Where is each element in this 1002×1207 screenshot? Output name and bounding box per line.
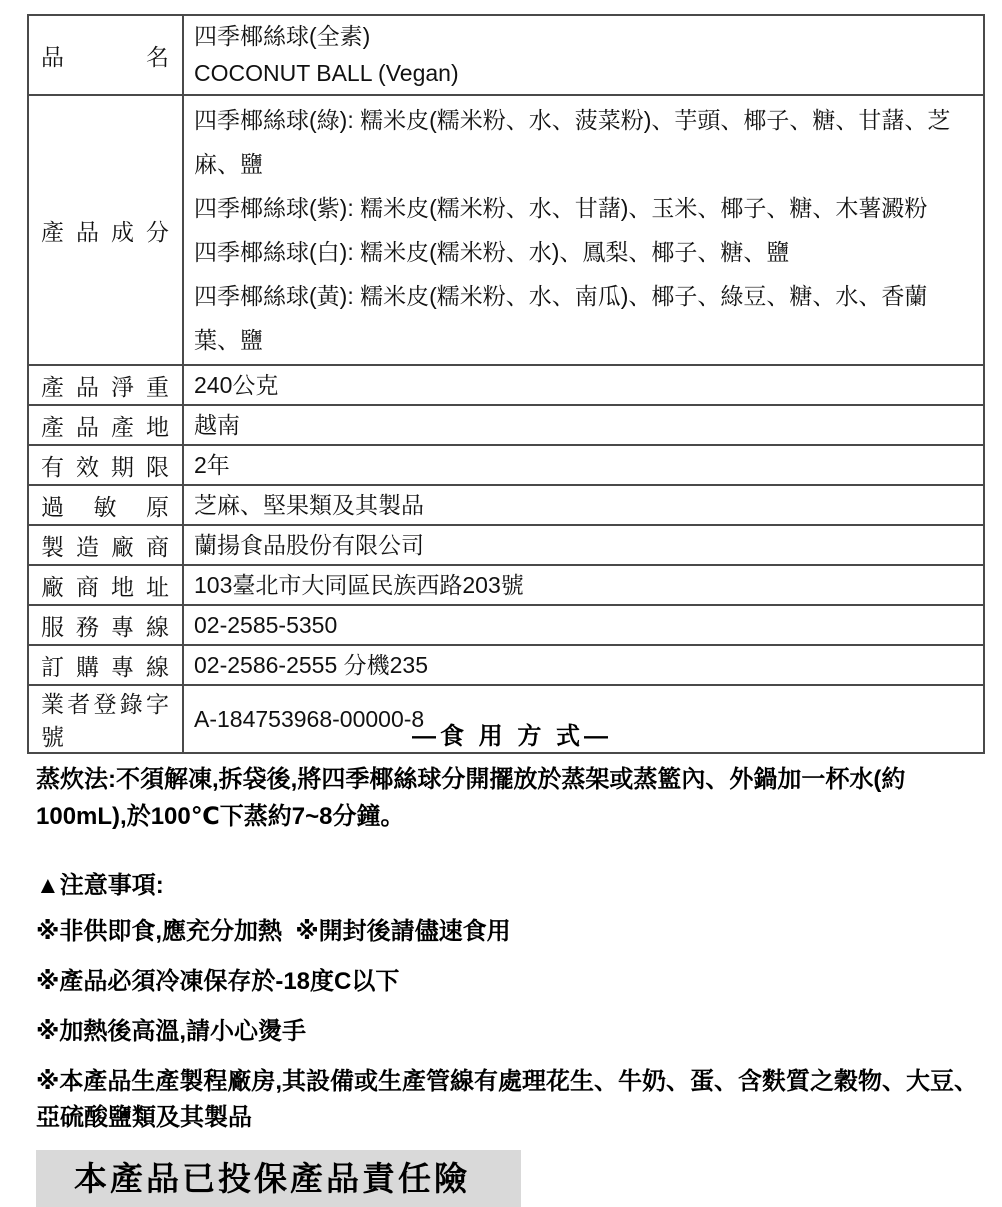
row-address: [28, 565, 984, 605]
order-line-value: 02-2586-2555 分機235: [183, 645, 984, 685]
row-order-line: [28, 645, 984, 685]
address-label: 廠商地址: [28, 565, 183, 605]
net-weight-value: 240公克: [183, 365, 984, 405]
notice-title: ▲注意事項:: [36, 872, 164, 899]
shelf-life-label: 有效期限: [28, 445, 183, 485]
product-spec-table: [27, 14, 985, 754]
origin-value: 越南: [183, 405, 984, 445]
registration-label: 業者登錄字號: [28, 685, 183, 753]
usage-section-title: —食 用 方 式—: [411, 723, 612, 750]
shelf-life-value: 2年: [183, 445, 984, 485]
row-manufacturer: [28, 525, 984, 565]
row-allergen: [28, 485, 984, 525]
below-table-content: [36, 716, 988, 1207]
insurance-badge: 本產品已投保產品責任險: [36, 1150, 521, 1207]
ingredients-value: [183, 95, 984, 365]
product-name-zh: 四季椰絲球(全素): [194, 23, 371, 49]
row-net-weight: [28, 365, 984, 405]
allergen-label: 過敏原: [28, 485, 183, 525]
product-name-label: 品名: [28, 15, 183, 95]
steaming-instructions: 蒸炊法:不須解凍,拆袋後,將四季椰絲球分開擺放於蒸架或蒸籃內、外鍋加一杯水(約100mL),於100℃下蒸約7~8分鐘。: [36, 766, 906, 830]
order-line-label: 訂購專線: [28, 645, 183, 685]
ingredients-purple: 四季椰絲球(紫): 糯米皮(糯米粉、水、甘藷)、玉米、椰子、糖、木薯澱粉: [194, 195, 928, 221]
ingredients-white: 四季椰絲球(白): 糯米皮(糯米粉、水)、鳳梨、椰子、糖、鹽: [194, 239, 790, 265]
notice-item-2: ※產品必須冷凍保存於-18度C以下: [36, 968, 400, 995]
ingredients-green: 四季椰絲球(綠): 糯米皮(糯米粉、水、菠菜粉)、芋頭、椰子、糖、甘藷、芝麻、鹽: [194, 107, 951, 177]
row-origin: [28, 405, 984, 445]
row-service-line: [28, 605, 984, 645]
manufacturer-value: 蘭揚食品股份有限公司: [183, 525, 984, 565]
ingredients-label: 產品成分: [28, 95, 183, 365]
notice-item-1: ※非供即食,應充分加熱 ※開封後請儘速食用: [36, 918, 511, 945]
registration-value: A-184753968-00000-8: [183, 685, 984, 753]
ingredients-yellow: 四季椰絲球(黃): 糯米皮(糯米粉、水、南瓜)、椰子、綠豆、糖、水、香蘭葉、鹽: [194, 283, 928, 353]
notice-item-3: ※加熱後高溫,請小心燙手: [36, 1018, 306, 1045]
allergen-value: 芝麻、堅果類及其製品: [183, 485, 984, 525]
origin-label: 產品產地: [28, 405, 183, 445]
service-line-value: 02-2585-5350: [183, 605, 984, 645]
row-ingredients: [28, 95, 984, 365]
net-weight-label: 產品淨重: [28, 365, 183, 405]
notice-item-4: ※本產品生產製程廠房,其設備或生產管線有處理花生、牛奶、蛋、含麩質之穀物、大豆、亞硫酸鹽類及其製品: [36, 1068, 978, 1131]
row-shelf-life: [28, 445, 984, 485]
product-name-value: [183, 15, 984, 95]
row-product-name: [28, 15, 984, 95]
manufacturer-label: 製造廠商: [28, 525, 183, 565]
service-line-label: 服務專線: [28, 605, 183, 645]
address-value: 103臺北市大同區民族西路203號: [183, 565, 984, 605]
product-name-en: COCONUT BALL (Vegan): [194, 60, 459, 86]
